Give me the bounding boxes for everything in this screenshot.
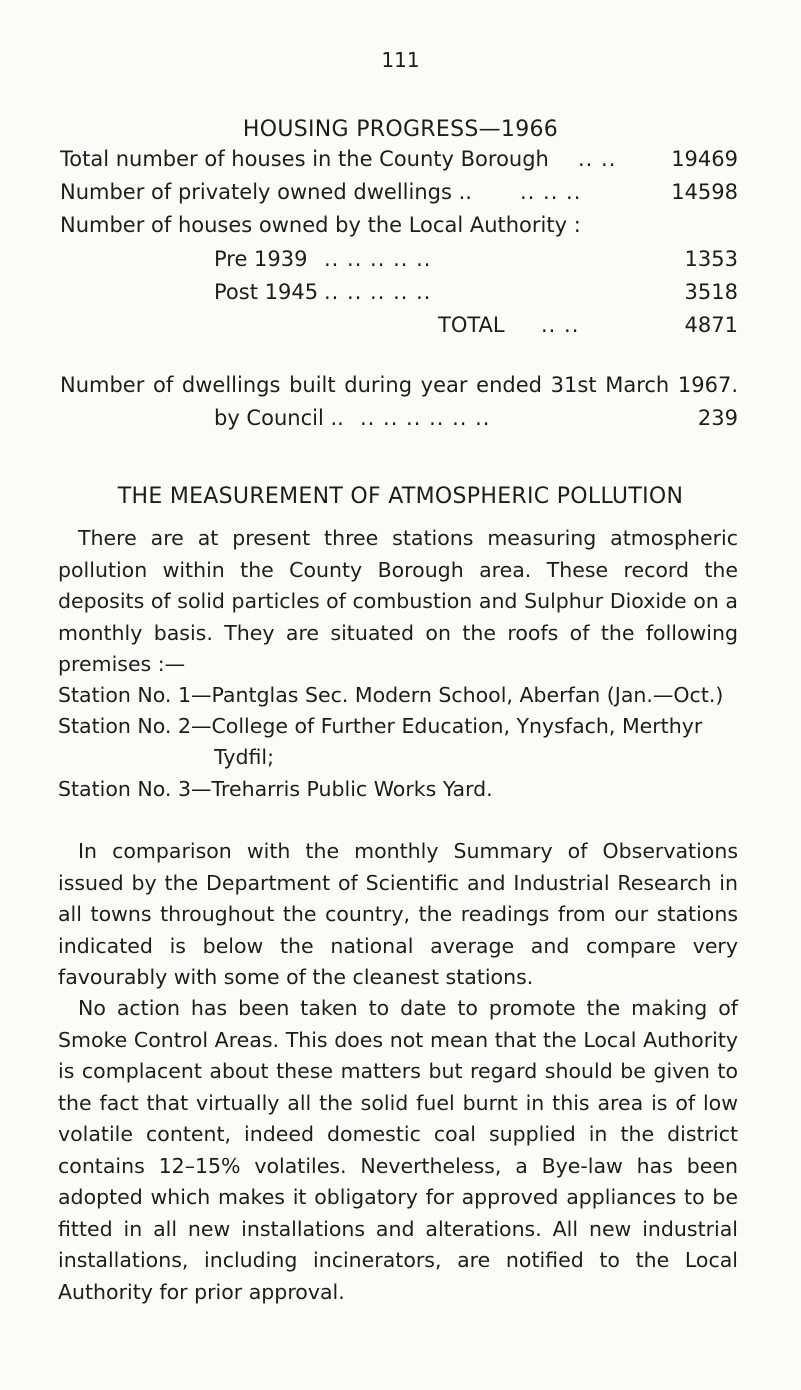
pre-1939-label: Pre 1939 bbox=[214, 247, 308, 271]
post-1945-value: 3518 bbox=[684, 280, 738, 304]
total-houses-label: Total number of houses in the County Borough bbox=[60, 147, 549, 171]
by-council-value: 239 bbox=[697, 406, 738, 430]
dwellings-built-row bbox=[60, 373, 738, 405]
dwellings-built-sentence: Number of dwellings built during year ended 31st March 1967. bbox=[60, 373, 738, 397]
atmospheric-pollution-title: THE MEASUREMENT OF ATMOSPHERIC POLLUTION bbox=[117, 484, 684, 509]
total-value: 4871 bbox=[684, 313, 738, 337]
housing-progress-title: HOUSING PROGRESS—1966 bbox=[242, 117, 559, 142]
station-2-continued: Tydfil; bbox=[214, 745, 274, 769]
leader-dots: .. .. .. bbox=[520, 180, 582, 204]
page-number: 111 bbox=[381, 48, 420, 72]
by-council-row bbox=[214, 406, 738, 438]
leader-dots: .. .. .. .. .. bbox=[324, 280, 432, 304]
station-3: Station No. 3—Treharris Public Works Yard. bbox=[58, 777, 493, 801]
pollution-intro-paragraph: There are at present three stations measuring atmospheric pollution within the County Borough area. These record the deposits of solid particles of combustion and Sulphur Dioxide on a monthly basis. They are situated on the roofs of the following premises :— bbox=[58, 526, 738, 676]
leader-dots: .. .. .. .. .. bbox=[324, 247, 432, 271]
leader-dots: .. .. bbox=[578, 147, 617, 171]
pre-1939-row bbox=[214, 247, 738, 279]
privately-owned-row bbox=[60, 180, 738, 212]
leader-dots: .. .. .. .. .. .. bbox=[360, 406, 491, 430]
pre-1939-value: 1353 bbox=[684, 247, 738, 271]
total-houses-value: 19469 bbox=[671, 147, 738, 171]
total-houses-row bbox=[60, 147, 738, 179]
post-1945-label: Post 1945 bbox=[214, 280, 319, 304]
local-authority-heading: Number of houses owned by the Local Authority : bbox=[60, 213, 581, 237]
local-authority-heading-row bbox=[60, 213, 738, 245]
station-2: Station No. 2—College of Further Education, Ynysfach, Merthyr bbox=[58, 714, 703, 738]
smoke-control-paragraph: No action has been taken to date to promote the making of Smoke Control Areas. This does not mean that the Local Authority is complacent about these matters but regard should be given to the fact that virtually all the solid fuel burnt in this area is of low volatile content, indeed domestic coal supplied in the district contains 12–15% volatiles. Nevertheless, a Bye-law has been adopted which makes it obligatory for approved appliances to be fitted in all new installations and alterations. All new industrial installations, including incinerators, are notified to the Local Authority for prior approval. bbox=[58, 996, 738, 1304]
leader-dots: .. .. bbox=[541, 313, 580, 337]
total-row bbox=[438, 313, 738, 345]
by-council-label: by Council .. bbox=[214, 406, 344, 430]
station-1: Station No. 1—Pantglas Sec. Modern School, Aberfan (Jan.—Oct.) bbox=[58, 683, 724, 707]
comparison-paragraph: In comparison with the monthly Summary of Observations issued by the Department of Scientific and Industrial Research in all towns throughout the country, the readings from our stations indicated is below the national average and compare very favourably with some of the cleanest stations. bbox=[58, 839, 738, 989]
total-label: TOTAL bbox=[438, 313, 505, 337]
post-1945-row bbox=[214, 280, 738, 312]
privately-owned-label: Number of privately owned dwellings .. bbox=[60, 180, 472, 204]
privately-owned-value: 14598 bbox=[671, 180, 738, 204]
